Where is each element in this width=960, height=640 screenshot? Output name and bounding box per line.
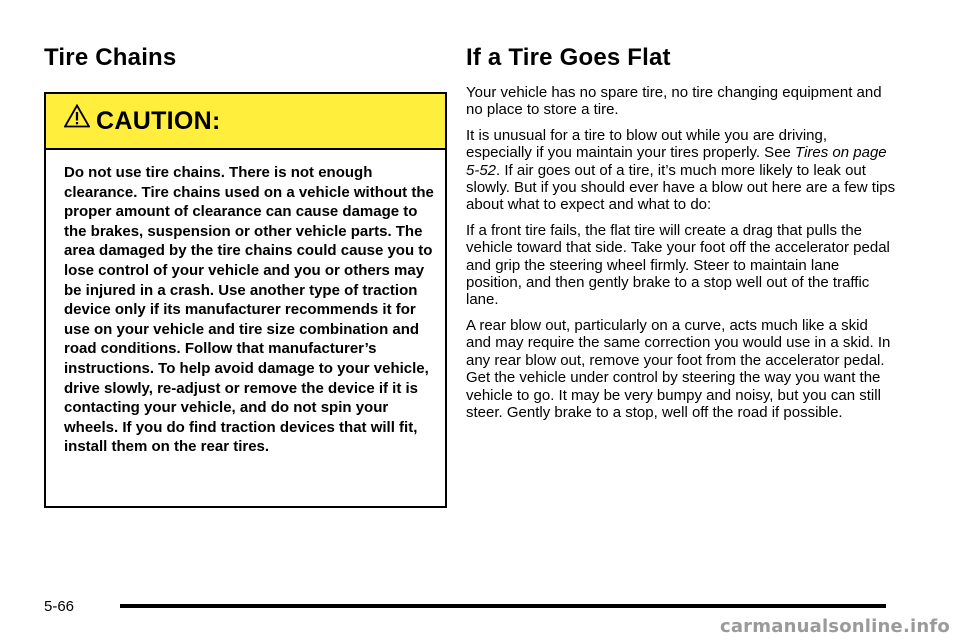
- caution-box: [44, 92, 447, 508]
- caution-header: [46, 94, 445, 150]
- paragraph-blowout-intro-start: It is unusual for a tire to blow out while you are driving, especially if you maintain your tires properly. See: [466, 126, 828, 162]
- caution-title: CAUTION:: [96, 107, 221, 135]
- paragraph-blowout-intro-end: . If air goes out of a tire, it’s much more likely to leak out slowly. But if you should ever have a blow out here are a few tips about what to expect and what to do:: [466, 161, 896, 214]
- cross-reference-link[interactable]: Tires on page 5-52: [466, 144, 887, 179]
- paragraph-front-tire: If a front tire fails, the flat tire will create a drag that pulls the vehicle toward that side. Take your foot off the accelerator pedal and grip the steering wheel firmly. Steer to maintain lane position, and then gently brake to a stop well out of the traffic lane.: [466, 221, 890, 309]
- paragraph-blowout-intro: [466, 127, 896, 214]
- section-heading-tire-flat: If a Tire Goes Flat: [466, 44, 671, 71]
- watermark-text: carmanualsonline.info: [719, 616, 950, 637]
- caution-body-text: Do not use tire chains. There is not enough clearance. Tire chains used on a vehicle without the proper amount of clearance can cause damage to the brakes, suspension or other vehicle parts. The area damaged by the tire chains could cause you to lose control of your vehicle and you or others may be injured in a crash. Use another type of traction device only if its manufacturer recommends it for use on your vehicle and tire size combination and road conditions. Follow that manufacturer’s instructions. To help avoid damage to your vehicle, drive slowly, re-adjust or remove the device if it is contacting your vehicle, and do not spin your wheels. If you do find traction devices that will fit, install them on the rear tires.: [64, 164, 434, 456]
- paragraph-rear-tire: A rear blow out, particularly on a curve, acts much like a skid and may require the same correction you would use in a skid. In any rear blow out, remove your foot from the accelerator pedal. Get the vehicle under control by steering the way you want the vehicle to go. It may be very bumpy and noisy, but you can still steer. Gently brake to a stop, well off the road if possible.: [466, 316, 891, 421]
- paragraph-no-spare: Your vehicle has no spare tire, no tire changing equipment and no place to store a tire.: [466, 84, 882, 119]
- page-number: 5-66: [44, 598, 75, 615]
- footer-divider: [120, 604, 886, 608]
- left-column: [44, 44, 447, 72]
- right-column: [466, 44, 896, 429]
- section-heading-tire-chains: Tire Chains: [44, 44, 177, 71]
- warning-triangle-icon: [64, 104, 90, 128]
